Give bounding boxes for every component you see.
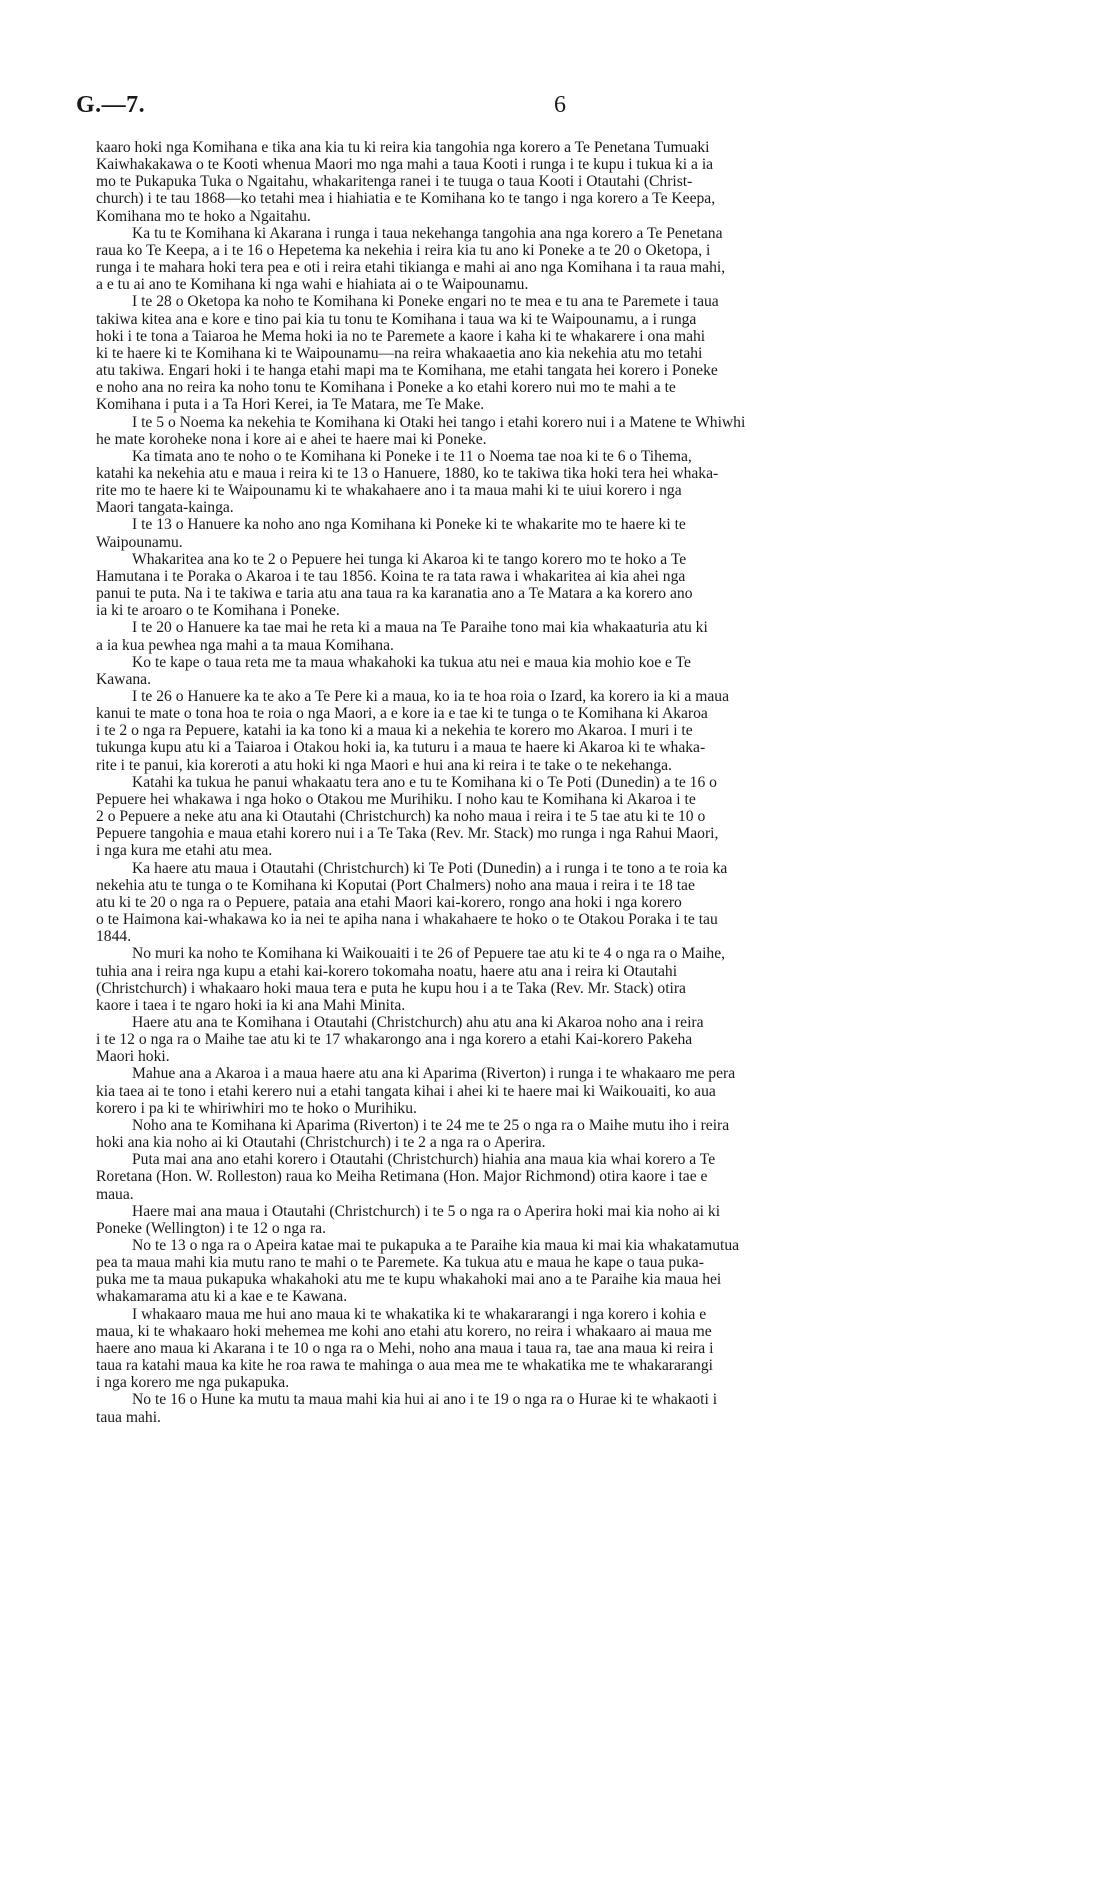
paragraph: Haere mai ana maua i Otautahi (Christchurch) i te 5 o nga ra o Aperira hoki mai kia noho ai ki Poneke (Wellington) i te 12 o nga ra.	[96, 1202, 721, 1237]
paragraph: I te 26 o Hanuere ka te ako a Te Pere ki a maua, ko ia te hoa roia o Izard, ka korero ia ki a maua kanui te mate o tona hoa te roia o nga Maori, a e kore ia e tae ki te tunga o te Komihana ki Akaroa i te 2 o nga ra Pepuere, katahi ia ka tono ki a maua ki a nekehia te korero mo Akaroa. I muri i te tukunga kupu atu ki a Taiaroa i Otakou hoki ia, ka tuturu i a maua te haere ki Akaroa ki te whaka- rite i te panui, kia koreroti a atu hoki ki nga Maori e hui ana ki reira i te take o te nekehanga.	[96, 688, 729, 774]
paragraph: I te 20 o Hanuere ka tae mai he reta ki a maua na Te Paraihe tono mai kia whakaaturia atu ki a ia kua pewhea nga mahi a ta maua Komihana.	[96, 619, 708, 654]
body-text	[96, 139, 1036, 1426]
paragraph: Ka timata ano te noho o te Komihana ki Poneke i te 11 o Noema tae noa ki te 6 o Tihema, katahi ka nekehia atu e maua i reira ki te 13 o Hanuere, 1880, ko te takiwa tika hoki tera hei whaka- rite mo te haere ki te Waipounamu ki te whakahaere ano i ta maua mahi ki te uiui korero i nga Maori tangata-kainga.	[96, 447, 719, 517]
paragraph: Ko te kape o taua reta me ta maua whakahoki ka tukua atu nei e maua kia mohio koe e Te Kawana.	[96, 653, 691, 688]
paragraph: No te 13 o nga ra o Apeira katae mai te pukapuka a te Paraihe kia maua ki mai kia whakatamutua pea ta maua mahi kia mutu rano te mahi o te Paremete. Ka tukua atu e maua he kape o taua puka- puka me ta maua pukapuka whakahoki atu me te kupu whakahoki mai ano a te Paraihe kia maua hei whakamarama atu ki a kae e te Kawana.	[96, 1237, 740, 1306]
paragraph: kaaro hoki nga Komihana e tika ana kia tu ki reira kia tangohia nga korero a Te Penetana Tumuaki Kaiwhakakawa o te Kooti whenua Maori mo nga mahi a taua Kooti i runga i te kupu i tukua ki a ia mo te Pukapuka Tuka o Ngaitahu, whakaritenga ranei i te tuuga o taua Kooti i Otautahi (Christ- church) i te tau 1868—ko tetahi mea i hiahiatia e te Komihana ko te tango i nga korero a Te Keepa, Komihana mo te hoko a Ngaitahu.	[96, 139, 716, 225]
document-reference: G.—7.	[76, 92, 146, 118]
page-header	[76, 92, 1036, 122]
paragraph: I te 5 o Noema ka nekehia te Komihana ki Otaki hei tango i etahi korero nui i a Matene te Whiwhi he mate koroheke nona i kore ai e ahei te haere mai ki Poneke.	[96, 413, 746, 448]
paragraph: Whakaritea ana ko te 2 o Pepuere hei tunga ki Akaroa ki te tango korero mo te hoko a Te Hamutana i te Poraka o Akaroa i te tau 1856. Koina te ra tata rawa i whakaritea ai kia ahei nga panui te puta. Na i te takiwa e taria atu ana taua ra ka karanatia ano a Te Matara a ka korero ano ia ki te aroaro o te Komihana i Poneke.	[96, 550, 693, 620]
paragraph: Mahue ana a Akaroa i a maua haere atu ana ki Aparima (Riverton) i runga i te whakaaro me pera kia taea ai te tono i etahi kerero nui a etahi tangata kihai i ahei ki te haere mai ki Waikouaiti, ko aua korero i pa ki te whiriwhiri mo te hoko o Murihiku.	[96, 1065, 736, 1117]
paragraph: Puta mai ana ano etahi korero i Otautahi (Christchurch) hiahia ana maua kia whai korero a Te Roretana (Hon. W. Rolleston) raua ko Meiha Retimana (Hon. Major Richmond) otira kaore i tae e maua.	[96, 1151, 716, 1203]
paragraph: I whakaaro maua me hui ano maua ki te whakatika ki te whakararangi i nga korero i kohia e maua, ki te whakaaro hoki mehemea me kohi ano etahi atu korero, no reira i whakaaro ai maua me haere ano maua ki Akarana i te 10 o nga ra o Mehi, noho ana maua i taua ra, tae ana maua ki reira i taua ra katahi maua ka kite he roa rawa te mahinga o aua mea me te whakatika me te whakararangi i nga korero me nga pukapuka.	[96, 1305, 714, 1392]
page-number: 6	[554, 92, 566, 118]
paragraph: Ka haere atu maua i Otautahi (Christchurch) ki Te Poti (Dunedin) a i runga i te tono a te roia ka nekehia atu te tunga o te Komihana ki Koputai (Port Chalmers) noho ana maua i reira i te 18 tae atu ki te 20 o nga ra o Pepuere, pataia ana etahi Maori kai-korero, rongo ana hoki i nga korero o te Haimona kai-whakawa ko ia nei te apiha nana i whakahaere te hoko o te Otakou Poraka i te tau 1844.	[96, 859, 728, 946]
paragraph: Katahi ka tukua he panui whakaatu tera ano e tu te Komihana ki o Te Poti (Dunedin) a te 16 o Pepuere hei whakawa i nga hoko o Otakou me Murihiku. I noho kau te Komihana ki Akaroa i te 2 o Pepuere a neke atu ana ki Otautahi (Christchurch) ka noho maua i reira i te 5 tae atu ki te 10 o Pepuere tangohia e maua etahi korero nui i a Te Taka (Rev. Mr. Stack) mo runga i nga Rahui Maori, i nga kura me etahi atu mea.	[96, 773, 719, 860]
paragraph: I te 28 o Oketopa ka noho te Komihana ki Poneke engari no te mea e tu ana te Paremete i taua takiwa kitea ana e kore e tino pai kia tu tonu te Komihana i taua wa ki te Waipounamu, a i runga hoki i te tona a Taiaroa he Mema hoki ia no te Paremete a kaore i kaha ki te whakarere i ona mahi ki te haere ki te Komihana ki te Waipounamu—na reira whakaaetia ano kia nekehia atu mo tetahi atu takiwa. Engari hoki i te hanga etahi mapi ma te Komihana, me etahi tangata hei korero i Poneke e noho ana no reira ka noho tonu te Komihana i Poneke a ko etahi korero nui mo te mahi a te Komihana i puta i a Ta Hori Kerei, ia Te Matara, me Te Make.	[96, 293, 719, 414]
paragraph: I te 13 o Hanuere ka noho ano nga Komihana ki Poneke ki te whakarite mo te haere ki te Waipounamu.	[96, 516, 686, 551]
paragraph: No muri ka noho te Komihana ki Waikouaiti i te 26 of Pepuere tae atu ki te 4 o nga ra o Maihe, tuhia ana i reira nga kupu a etahi kai-korero tokomaha noatu, haere atu ana i reira ki Otautahi (Christchurch) i whakaaro hoki maua tera e puta he kupu hou i a te Taka (Rev. Mr. Stack) otira kaore i taea i te ngaro hoki ia ki ana Mahi Minita.	[96, 945, 726, 1014]
paragraph: No te 16 o Hune ka mutu ta maua mahi kia hui ai ano i te 19 o nga ra o Hurae ki te whakaoti i taua mahi.	[96, 1391, 718, 1426]
paragraph: Noho ana te Komihana ki Aparima (Riverton) i te 24 me te 25 o nga ra o Maihe mutu iho i reira hoki ana kia noho ai ki Otautahi (Christchurch) i te 2 a nga ra o Aperira.	[96, 1116, 730, 1152]
paragraph: Haere atu ana te Komihana i Otautahi (Christchurch) ahu atu ana ki Akaroa noho ana i reira i te 12 o nga ra o Maihe tae atu ki te 17 whakarongo ana i nga korero a etahi Kai-korero Pakeha Maori hoki.	[96, 1013, 704, 1066]
paragraph: Ka tu te Komihana ki Akarana i runga i taua nekehanga tangohia ana nga korero a Te Penetana raua ko Te Keepa, a i te 16 o Hepetema ka nekehia i reira kia tu ano ki Poneke a te 20 o Oketopa, i runga i te mahara hoki tera pea e oti i reira etahi tikianga e mahi ai ano nga Komihana i ta raua mahi, a e tu ai ano te Komihana ki nga wahi e hiahiata ai o te Waipounamu.	[96, 224, 726, 294]
